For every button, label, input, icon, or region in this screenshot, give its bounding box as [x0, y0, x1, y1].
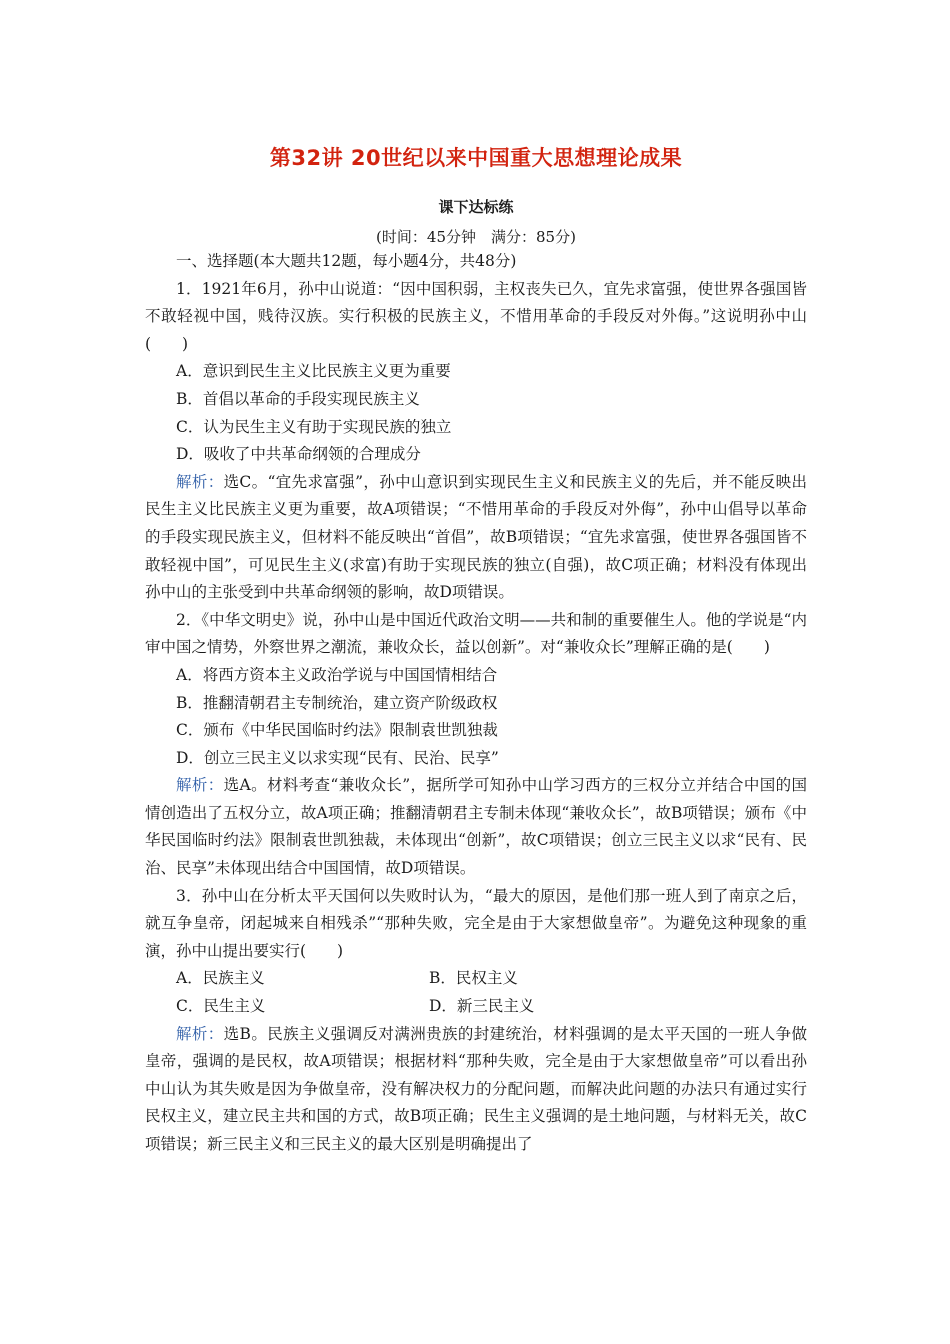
question-3-analysis [145, 1021, 807, 1159]
question-1-option-a: A．意识到民生主义比民族主义更为重要 [176, 362, 451, 381]
exam-meta: (时间：45分钟 满分：85分) [376, 228, 576, 246]
analysis-text: 选C。“宜先求富强”，孙中山意识到实现民生主义和民族主义的先后，并不能反映出民生主义比民族主义更为重要，故A项错误；“不惜用革命的手段反对外侮”，孙中山倡导以革命的手段实现民族主义，但材料不能反映出“首倡”，故B项错误；“宜先求富强，使世界各强国皆不敢轻视中国”，可见民生主义(求富)有助于实现民族的独立(自强)，故C项正确；材料没有体现出孙中山的主张受到中共革命纲领的影响，故D项错误。 [145, 472, 807, 602]
page-title: 第32讲 20世纪以来中国重大思想理论成果 [269, 146, 683, 170]
question-2-option-b: B．推翻清朝君主专制统治，建立资产阶级政权 [176, 693, 498, 712]
question-3-stem: 3．孙中山在分析太平天国何以失败时认为，“最大的原因，是他们那一班人到了南京之后，就互争皇帝，闭起城来自相残杀”“那种失败，完全是由于大家想做皇帝”。为避免这种现象的重演，孙中山提出要实行( ) [145, 886, 807, 960]
question-2-analysis [145, 772, 807, 882]
question-2-option-c: C．颁布《中华民国临时约法》限制袁世凯独裁 [176, 721, 498, 740]
question-3-options-row-1 [145, 965, 807, 993]
question-1-option-c: C．认为民生主义有助于实现民族的独立 [176, 417, 452, 436]
analysis-label: 解析： [176, 1024, 224, 1043]
page-subtitle: 课下达标练 [438, 198, 514, 216]
question-3-option-a: A．民族主义 [176, 969, 265, 988]
question-2-option-d: D．创立三民主义以求实现“民有、民治、民享” [176, 748, 499, 767]
question-1-stem: 1．1921年6月，孙中山说道：“因中国积弱，主权丧失已久，宜先求富强，使世界各强国皆不敢轻视中国，贱待汉族。实行积极的民族主义，不惜用革命的手段反对外侮。”这说明孙中山( ) [145, 279, 807, 353]
question-3-option-c: C．民生主义 [176, 997, 266, 1016]
question-3-option-d: D．新三民主义 [429, 997, 535, 1016]
question-2-option-a: A．将西方资本主义政治学说与中国国情相结合 [176, 665, 498, 684]
analysis-text: 选A。材料考查“兼收众长”，据所学可知孙中山学习西方的三权分立并结合中国的国情创造出了五权分立，故A项正确；推翻清朝君主专制未体现“兼收众长”，故B项错误；颁布《中华民国临时约法》限制袁世凯独裁，未体现出“创新”，故C项错误；创立三民主义以求“民有、民治、民享”未体现出结合中国国情，故D项错误。 [145, 776, 807, 878]
question-3-options-row-2 [145, 993, 807, 1021]
analysis-text: 选B。民族主义强调反对满洲贵族的封建统治，材料强调的是太平天国的一班人争做皇帝，强调的是民权，故A项错误；根据材料“那种失败，完全是由于大家想做皇帝”可以看出孙中山认为其失败是因为争做皇帝，没有解决权力的分配问题，而解决此问题的办法只有通过实行民权主义，建立民主共和国的方式，故B项正确；民生主义强调的是土地问题，与材料无关，故C项错误；新三民主义和三民主义的最大区别是明确提出了 [145, 1024, 807, 1153]
question-3-option-b: B．民权主义 [429, 969, 518, 988]
question-1-analysis [145, 469, 807, 607]
document-body [145, 248, 807, 1159]
question-1-option-d: D．吸收了中共革命纲领的合理成分 [176, 445, 421, 464]
analysis-label: 解析： [176, 472, 224, 491]
analysis-label: 解析： [176, 776, 224, 795]
question-2-stem: 2．《中华文明史》说，孙中山是中国近代政治文明——共和制的重要催生人。他的学说是“内审中国之情势，外察世界之潮流，兼收众长，益以创新”。对“兼收众长”理解正确的是( ) [145, 610, 807, 657]
question-1-option-b: B．首倡以革命的手段实现民族主义 [176, 389, 420, 408]
section-heading: 一、选择题(本大题共12题，每小题4分，共48分) [176, 252, 517, 270]
